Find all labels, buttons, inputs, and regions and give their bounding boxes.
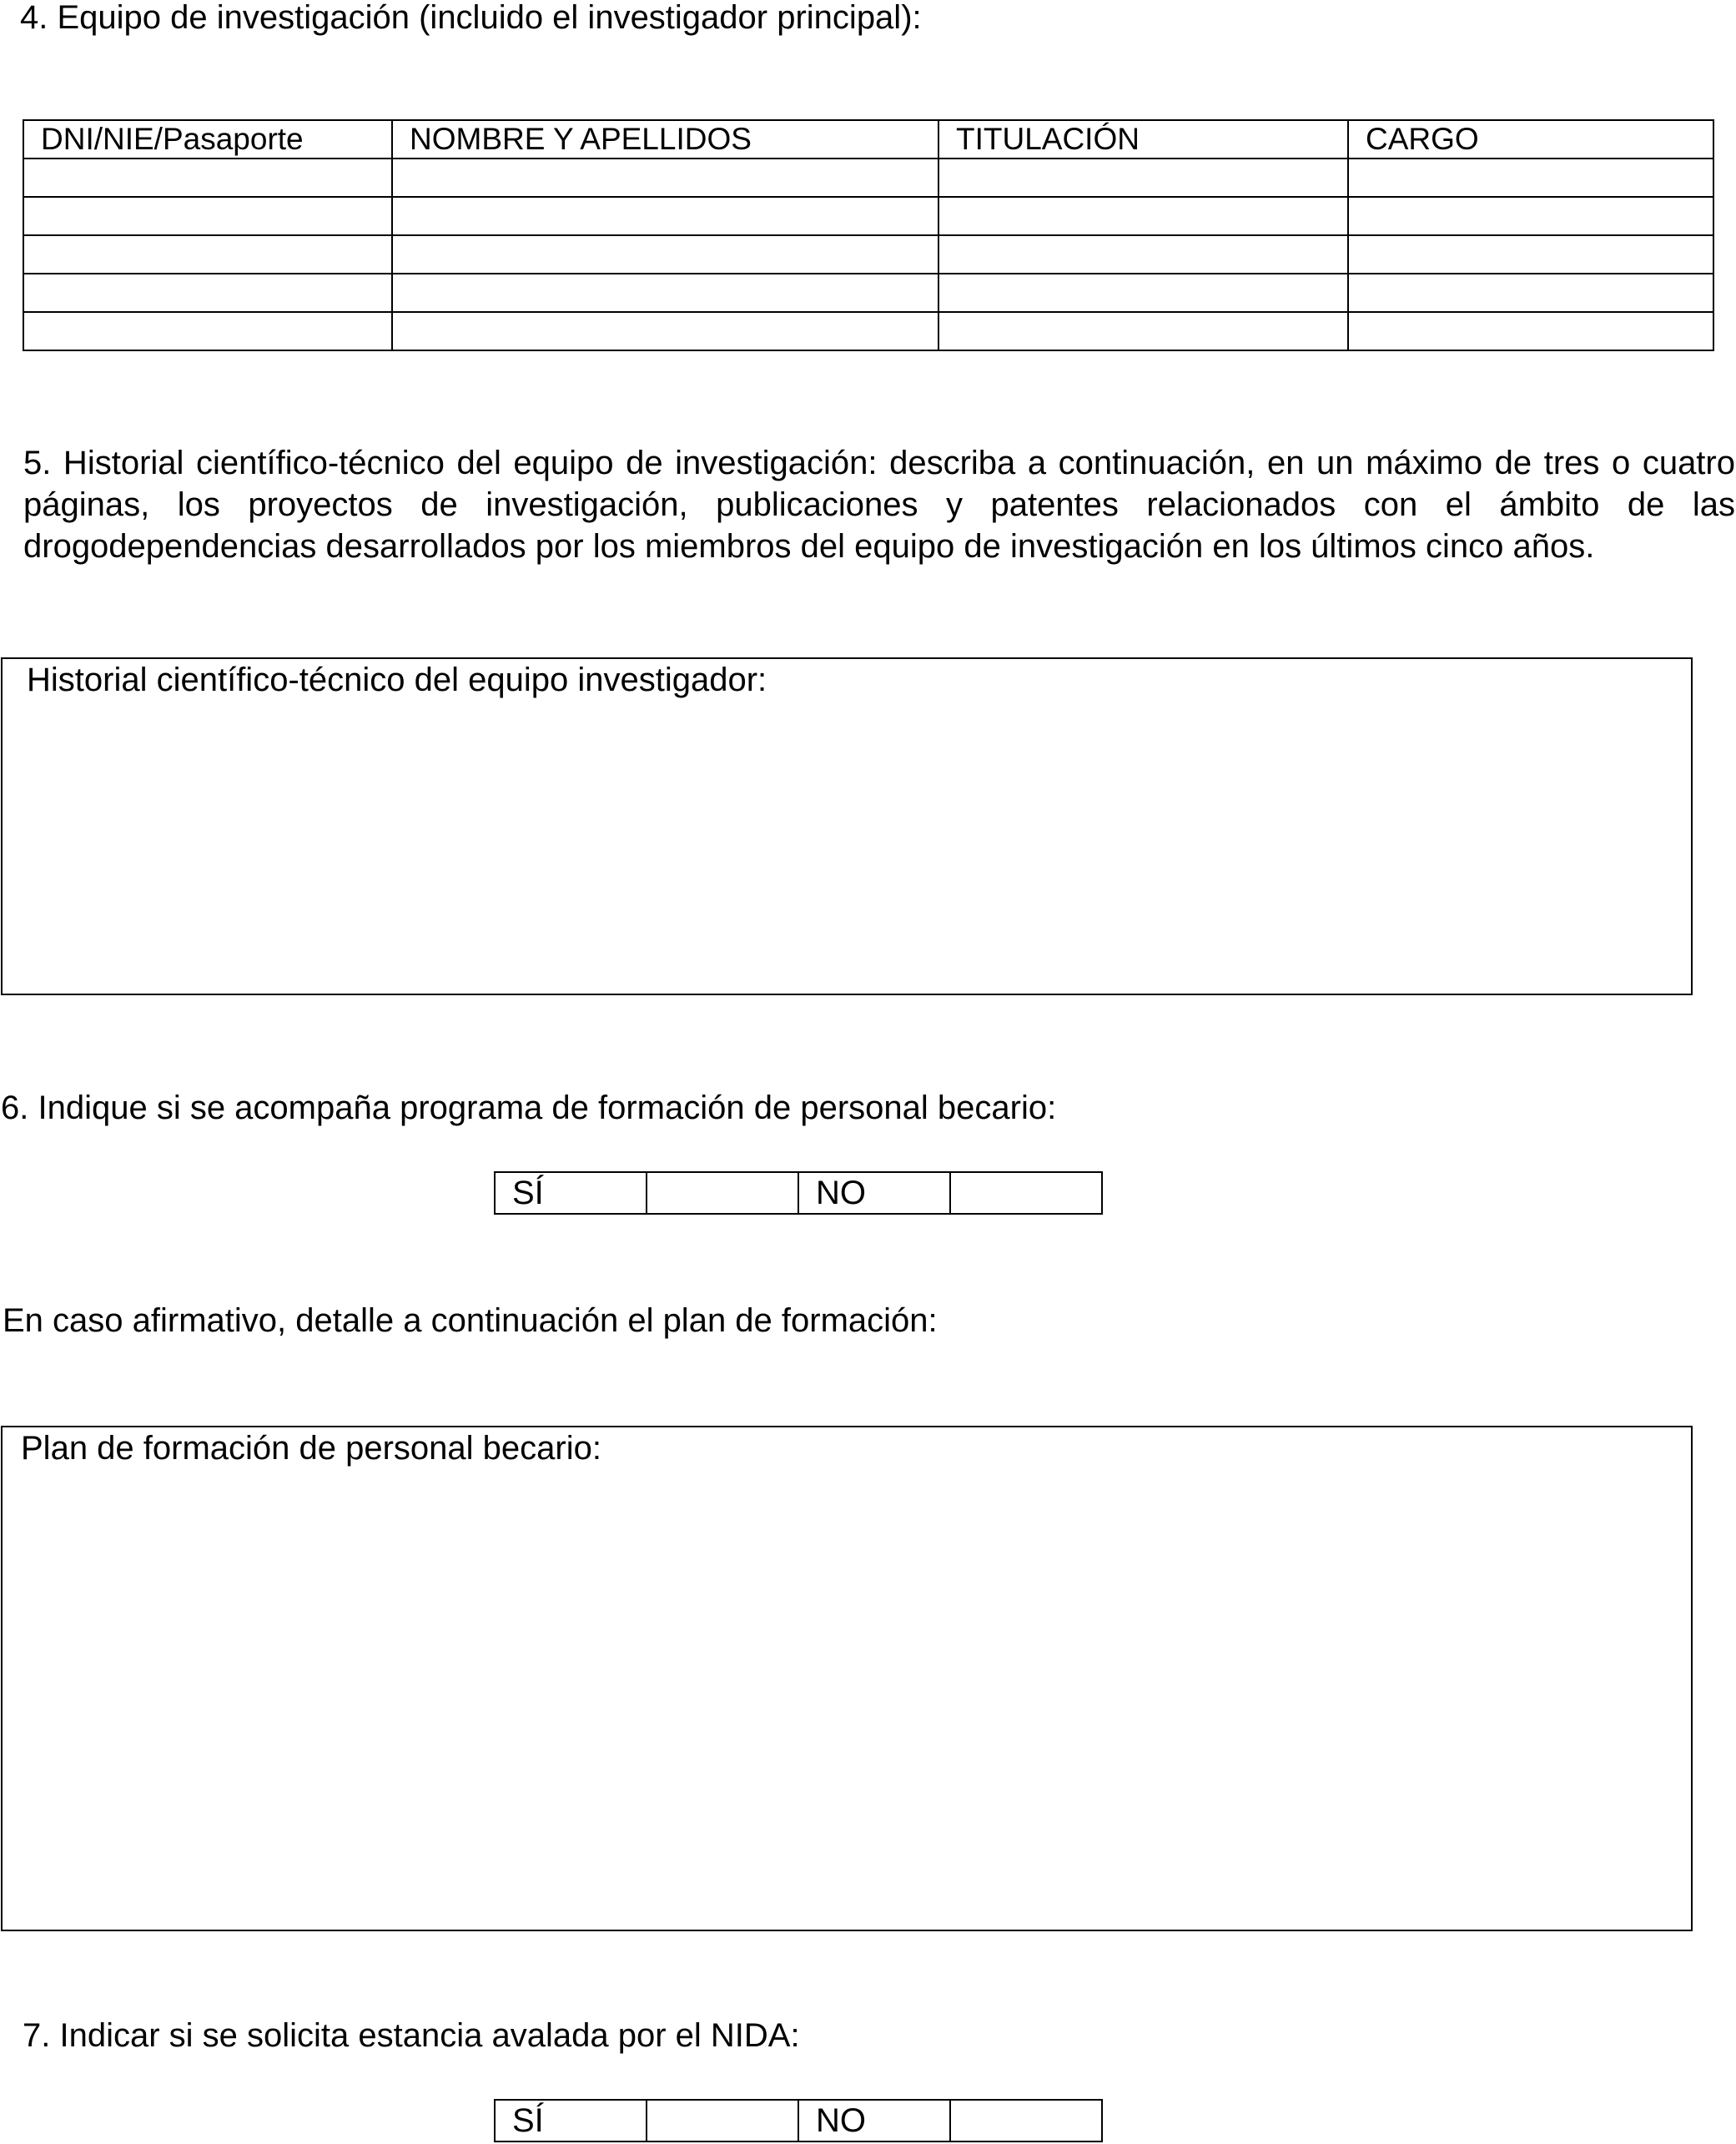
table-row [23,159,1713,197]
table-row [23,235,1713,274]
section-6-followup: En caso afirmativo, detalle a continuación el plan de formación: [3,1302,938,1339]
no-checkbox-cell[interactable] [950,2100,1102,2141]
nombre-cell[interactable] [392,312,938,350]
nombre-cell[interactable] [392,235,938,274]
yes-value [664,2101,798,2141]
table-row [23,197,1713,235]
no-label: NO [798,2100,950,2141]
column-header-cargo: CARGO [1348,120,1713,159]
cargo-cell[interactable] [1348,312,1713,350]
titulacion-cell[interactable] [938,197,1348,235]
yes-label: SÍ [495,2100,647,2141]
nombre-cell[interactable] [392,274,938,312]
nombre-cell[interactable] [392,159,938,197]
section-6-title: 6. Indique si se acompaña programa de formación de personal becario: [1,1090,1057,1126]
yes-checkbox-cell[interactable] [647,1172,798,1214]
section-7-title: 7. Indicar si se solicita estancia avalada por el NIDA: [23,2017,800,2054]
plan-formacion-text-area[interactable] [1,1426,1693,1931]
no-value [968,1173,1101,1213]
titulacion-cell[interactable] [938,274,1348,312]
dni-cell[interactable] [23,197,392,235]
no-checkbox-cell[interactable] [950,1172,1102,1214]
historial-text-area[interactable] [1,657,1693,995]
titulacion-cell[interactable] [938,235,1348,274]
section-4-title: 4. Equipo de investigación (incluido el investigador principal): [20,0,922,36]
table-header-row [23,120,1713,159]
dni-cell[interactable] [23,312,392,350]
nombre-cell[interactable] [392,197,938,235]
column-header-nombre: NOMBRE Y APELLIDOS [392,120,938,159]
plan-formacion-box-label: Plan de formación de personal becario: [21,1430,601,1467]
historial-box-label: Historial científico-técnico del equipo investigador: [27,662,767,698]
cargo-cell[interactable] [1348,235,1713,274]
yes-value [664,1173,798,1213]
table-row [23,312,1713,350]
research-team-table [23,119,1714,351]
cargo-cell[interactable] [1348,159,1713,197]
titulacion-cell[interactable] [938,312,1348,350]
no-value [968,2101,1101,2141]
cargo-cell[interactable] [1348,274,1713,312]
column-header-titulacion: TITULACIÓN [938,120,1348,159]
column-header-dni: DNI/NIE/Pasaporte [23,120,392,159]
yes-checkbox-cell[interactable] [647,2100,798,2141]
titulacion-cell[interactable] [938,159,1348,197]
table-row [23,274,1713,312]
cargo-cell[interactable] [1348,197,1713,235]
dni-cell[interactable] [23,274,392,312]
yes-label: SÍ [495,1172,647,1214]
nida-yes-no-table [494,2099,1103,2142]
dni-cell[interactable] [23,159,392,197]
no-label: NO [798,1172,950,1214]
section-5-description: 5. Historial científico-técnico del equipo de investigación: describa a continuación, en un máximo de tres o cuatro páginas, los proyectos de investigación, publicaciones y patentes relacionados con el ámbito de las drogodependencias desarrollados por los miembros del equipo de investigación en los últimos cinco años. [23,445,1735,565]
dni-cell[interactable] [23,235,392,274]
becario-yes-no-table [494,1171,1103,1215]
